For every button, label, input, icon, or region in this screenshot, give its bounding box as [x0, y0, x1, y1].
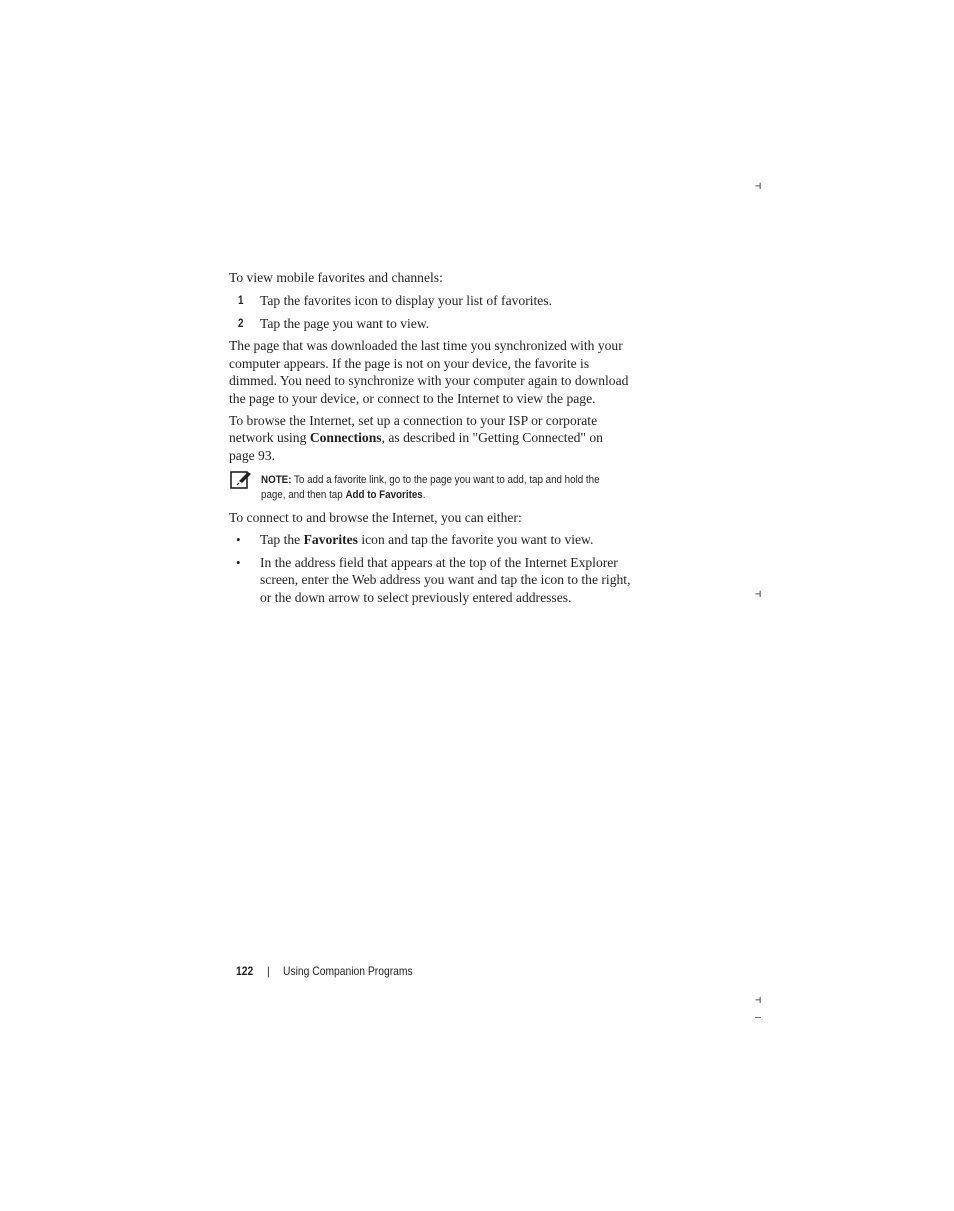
paragraph-line: To browse the Internet, set up a connection to your ISP or corporate	[229, 413, 598, 428]
crop-mark-bottom-dash: –	[755, 1012, 762, 1023]
note-pencil-icon	[230, 471, 251, 489]
note-text: page, and then tap	[261, 489, 346, 501]
paragraph-line: computer appears. If the page is not on your device, the favorite is	[229, 356, 590, 371]
step-text-1: Tap the favorites icon to display your list of favorites.	[260, 293, 552, 308]
bullet-item-2-line-2: screen, enter the Web address you want and tap the icon to the right,	[260, 572, 631, 587]
paragraph-line: the page to your device, or connect to the Internet to view the page.	[229, 391, 596, 406]
paragraph-text: , as described in "Getting Connected" on	[381, 430, 603, 445]
note-line-1	[261, 473, 600, 488]
page-number: 122	[236, 964, 254, 978]
intro-text: To view mobile favorites and channels:	[229, 270, 443, 285]
favorites-term: Favorites	[303, 532, 358, 547]
paragraph-line: page 93.	[229, 448, 276, 463]
step-number-2: 2	[238, 316, 244, 330]
paragraph-line	[229, 429, 669, 447]
connections-term: Connections	[309, 430, 382, 445]
connect-intro-text: To connect to and browse the Internet, you can either:	[229, 510, 522, 525]
note-line-2	[261, 488, 425, 503]
note-text: To add a favorite link, go to the page you want to add, tap and hold the	[291, 474, 600, 486]
footer-separator: |	[267, 964, 270, 978]
paragraph-line: The page that was downloaded the last time you synchronized with your	[229, 338, 623, 353]
add-to-favorites-term: Add to Favorites	[345, 489, 423, 501]
bullet-text: icon and tap the favorite you want to view.	[357, 532, 594, 547]
bullet-icon: •	[236, 532, 241, 547]
crop-mark-middle: ⊣	[755, 589, 762, 600]
bullet-icon: •	[236, 555, 241, 570]
bullet-text: Tap the	[260, 532, 304, 547]
bullet-item-2-line-3: or the down arrow to select previously entered addresses.	[260, 590, 572, 605]
bullet-item-2-line-1: In the address field that appears at the top of the Internet Explorer	[260, 555, 618, 570]
crop-mark-bottom: ⊣	[755, 995, 762, 1006]
crop-mark-top: ⊣	[755, 181, 762, 192]
paragraph-text: network using	[229, 430, 310, 445]
note-text: .	[422, 489, 426, 501]
paragraph-line: dimmed. You need to synchronize with your computer again to download	[229, 373, 629, 388]
footer-section-title: Using Companion Programs	[283, 964, 413, 978]
step-number-1: 1	[238, 293, 244, 307]
step-text-2: Tap the page you want to view.	[260, 316, 430, 331]
note-label: NOTE:	[261, 474, 292, 486]
bullet-item-1	[260, 531, 593, 549]
